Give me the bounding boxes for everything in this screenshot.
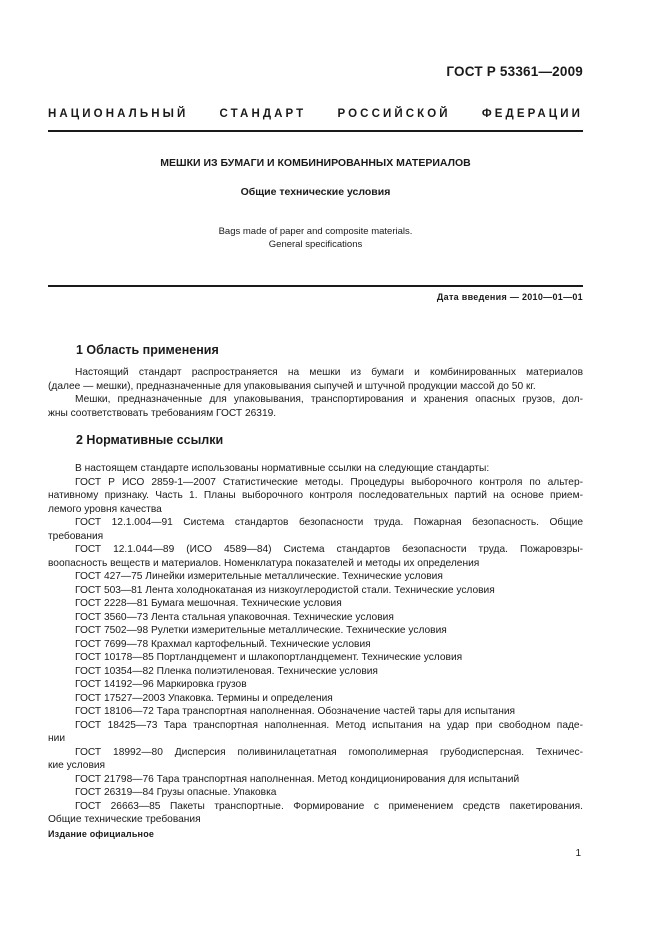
reference-line: ГОСТ 503—81 Лента холоднокатаная из низкоуглеродистой стали. Технические условия (75, 584, 495, 596)
section-1-body (48, 366, 583, 420)
title-en-line-2: General specifications (268, 238, 363, 250)
reference-line: ГОСТ 7699—78 Крахмал картофельный. Технические условия (75, 638, 371, 650)
reference-line: нии (48, 733, 66, 744)
top-divider (48, 130, 583, 132)
reference-line: ГОСТ 10354—82 Пленка полиэтиленовая. Технические условия (75, 665, 378, 677)
text-line: жны соответствовать требованиям ГОСТ 26319. (48, 407, 277, 419)
reference-line: ГОСТ Р ИСО 2859-1—2007 Статистические методы. Процедуры выборочного контроля по альтер- (75, 476, 583, 488)
reference-line: кие условия (48, 760, 106, 771)
reference-line: ГОСТ 18106—72 Тара транспортная наполненная. Обозначение частей тары для испытания (75, 706, 516, 717)
reference-line: ГОСТ 21798—76 Тара транспортная наполненная. Метод кондиционирования для испытаний (75, 773, 520, 785)
reference-line: ГОСТ 26663—85 Пакеты транспортные. Формирование с применением средств пакетирования. (75, 800, 583, 812)
reference-line: ГОСТ 17527—2003 Упаковка. Термины и определения (75, 692, 333, 704)
reference-line: ГОСТ 7502—98 Рулетки измерительные металлические. Технические условия (75, 625, 447, 636)
document-title-english (48, 226, 583, 251)
middle-divider (48, 285, 583, 287)
reference-line: требования (48, 530, 104, 542)
text-line: (далее — мешки), предназначенные для упаковывания сыпучей и штучной продукции массой до 50 кг. (48, 380, 536, 392)
text-line: В настоящем стандарте использованы нормативные ссылки на следующие стандарты: (75, 463, 490, 474)
official-edition-note: Издание официальное (48, 829, 155, 839)
title-en-line-1: Bags made of paper and composite materials. (218, 226, 413, 237)
effective-date: Дата введения — 2010—01—01 (436, 292, 583, 302)
reference-line: ГОСТ 14192—96 Маркировка грузов (75, 679, 247, 690)
section-2-body (48, 462, 583, 827)
reference-line: нативному признаку. Часть 1. Планы выборочного контроля последовательных партий на основе прием- (48, 490, 583, 501)
reference-line: ГОСТ 12.1.044—89 (ИСО 4589—84) Система стандартов безопасности труда. Пожаровзры- (75, 544, 583, 555)
text-line: Мешки, предназначенные для упаковывания, транспортирования и хранения опасных грузов, дол- (75, 394, 583, 405)
reference-line: ГОСТ 26319—84 Грузы опасные. Упаковка (75, 787, 277, 798)
reference-line: ГОСТ 427—75 Линейки измерительные металлические. Технические условия (75, 571, 443, 582)
text-line: Настоящий стандарт распространяется на мешки из бумаги и комбинированных материалов (75, 367, 583, 378)
gost-number: ГОСТ Р 53361—2009 (446, 64, 583, 79)
reference-line: ГОСТ 18425—73 Тара транспортная наполненная. Метод испытания на удар при свободном паде- (75, 719, 583, 731)
document-subtitle: Общие технические условия (240, 186, 391, 198)
reference-line: Общие технические требования (48, 814, 201, 825)
reference-line: ГОСТ 18992—80 Дисперсия поливинилацетатная гомополимерная грубодисперсная. Техничес- (75, 746, 583, 758)
reference-line: ГОСТ 3560—73 Лента стальная упаковочная. Технические условия (75, 611, 394, 623)
reference-line: воопасность веществ и материалов. Номенклатура показателей и методы их определения (48, 557, 480, 569)
section-2-heading: 2 Нормативные ссылки (76, 433, 224, 447)
reference-line: ГОСТ 2228—81 Бумага мешочная. Технические условия (75, 598, 342, 609)
page-number: 1 (575, 848, 581, 859)
document-title: МЕШКИ ИЗ БУМАГИ И КОМБИНИРОВАННЫХ МАТЕРИАЛОВ (160, 157, 471, 169)
national-standard-banner: НАЦИОНАЛЬНЫЙ СТАНДАРТ РОССИЙСКОЙ ФЕДЕРАЦИИ (48, 108, 583, 120)
reference-line: ГОСТ 10178—85 Портландцемент и шлакопортландцемент. Технические условия (75, 652, 463, 663)
reference-line: ГОСТ 12.1.004—91 Система стандартов безопасности труда. Пожарная безопасность. Общие (75, 517, 583, 528)
reference-line: лемого уровня качества (48, 503, 162, 515)
section-1-heading: 1 Область применения (76, 343, 219, 357)
